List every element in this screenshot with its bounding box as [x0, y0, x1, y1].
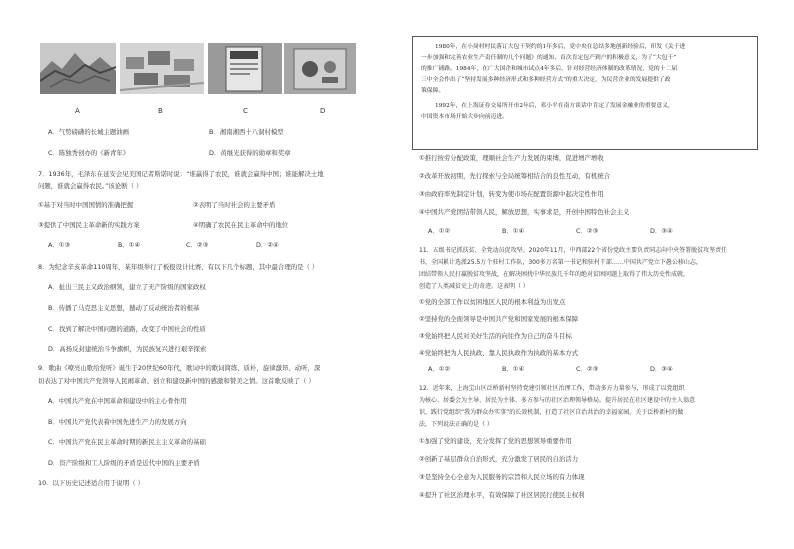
- q7-stem-line1: 7．1936年，毛泽东在延安会见美国记者斯诺时说：“谁赢得了农民，谁就会赢得中国；谁能解决土地: [38, 170, 324, 178]
- q11-item-1: ①党的全部工作以贫困地区人民的根本利益为出发点: [419, 298, 566, 306]
- q7-choice-a: A．①③: [48, 241, 71, 249]
- q8-option-d: D．高扬反封建统治斗争旗帜，为民族复兴进行艰辛探索: [48, 345, 207, 353]
- q11-item-3: ③党始终把人民对美好生活的向往作为自己的奋斗目标: [419, 332, 572, 340]
- q8-option-b: B．传播了马克思主义思想，撼动了反动统治者的根基: [48, 304, 200, 312]
- q10-item-1: ①推行按劳分配政策，理顺社会生产力发展的束缚，促进增产增收: [419, 154, 604, 162]
- q12-stem-line4: 法，下列说法正确的是（ ）: [419, 421, 493, 428]
- material-box: [412, 36, 758, 150]
- q7-item-4: ④明确了农民在民主革命中的地位: [193, 221, 289, 229]
- q6-option-d: D．黄继光获得的勋章和奖章: [209, 149, 291, 157]
- q12-stem-line3: 识，践行党组织“我为群众办实事”的长效机制，打造了社区自治共治的幸福家园。关于泛桥新村的做: [419, 409, 684, 416]
- material-para1-line1: 1980年，在小岗村村民落订大包干契约的1年多后，党中央在总结多地创新经验后，印发《关于进: [435, 44, 686, 50]
- q12-item-3: ③是坚持全心全意为人民服务的宗旨和人民立场的有力体现: [419, 473, 585, 481]
- q11-item-2: ②坚持党的全面领导是中国共产党和国家发展的根本保障: [419, 315, 579, 323]
- material-para2-line2: 中国资本市场开始大步向前迈进。: [421, 114, 508, 120]
- q8-option-a: A．扯出三民主义政治纲领，建立了无产阶级的国家政权: [48, 283, 206, 291]
- xiangxi-village-model-icon: [120, 43, 204, 94]
- q7-item-3: ③提供了中国民主革命新的实践方案: [38, 221, 140, 229]
- huang-xuguang-medal-icon: [284, 43, 356, 94]
- q9-option-a: A．中国共产党在中国革命和建设中的主心骨作用: [48, 397, 187, 405]
- image-label-b: B: [158, 107, 163, 115]
- image-label-d: D: [320, 107, 326, 115]
- q6-option-b: B．湘南湘西十八洞村模型: [209, 128, 284, 136]
- q11-choice-a: A．①②: [428, 365, 451, 373]
- material-para1-line4: 三中全会作出了“坚持发展多种经济形式和多种经营方式”的重大决定，为民营企业的发展提供了政: [421, 77, 671, 83]
- q8-option-c: C．找到了解决中国问题的道路，改变了中国社会的性质: [48, 325, 206, 333]
- q9-option-d: D．资产阶级和工人阶级的矛盾是近代中国的主要矛盾: [48, 459, 200, 467]
- q11-stem-line2: 书，全国累计选派25.5万个驻村工作队，300多万名第一书记和驻村干部……中国共产党立下愚公移山志，: [419, 259, 702, 266]
- q7-stem-line2: 问题，谁就会赢得农民。”该论断（ ）: [38, 182, 143, 190]
- q11-choice-c: C．②③: [576, 365, 599, 373]
- q10-stem: 10．以下历史记述适合用于说明（ ）: [38, 479, 145, 487]
- great-wall-painting-icon: [40, 43, 116, 94]
- q7-item-2: ②表明了当时社会的主要矛盾: [193, 201, 276, 209]
- q10-item-4: ④中国共产党团结带领人民，解放思想，实事求是，开创中国特色社会主义: [419, 208, 630, 216]
- q12-stem-line1: 12．近年来，上海宝山区泛桥新村坚持党建引领社区治理工作，带动多方力量参与，形成了以党组织: [419, 385, 685, 392]
- q9-option-c: C．中国共产党在民主革命时期的新民主主义革命的基础: [48, 438, 206, 446]
- q11-stem-line1: 11．五级书记抓扶贫、全党动员促攻坚。2020年11月，中西部22个省份党政主要负责同志向中央签署脱贫攻坚责任: [419, 247, 728, 254]
- q8-stem: 8．为纪念辛亥革命110周年，某年级举行了板报设计比赛，有以下几个标题，其中最合理的是（ ）: [38, 263, 319, 271]
- q6-option-c: C．陈独秀创办的《新青年》: [48, 149, 130, 157]
- q9-stem-line2: 切表达了对中国共产党领导人民闹革命、创立和建设新中国的感激和赞美之情。这首歌反映了（ ）: [38, 377, 315, 385]
- q11-choice-b: B．①④: [502, 365, 525, 373]
- q9-stem-line1: 9．歌曲《嘹亮山歌给党听》诞生于20世纪60年代，歌词中的歌词简练、质朴，旋律激昂、动听，深: [38, 364, 321, 372]
- q12-item-2: ②创新了基层群众自治形式，充分激发了居民的自治活力: [419, 455, 579, 463]
- q7-choice-c: C．②③: [186, 241, 209, 249]
- material-para1-line5: 策保障。: [421, 88, 445, 94]
- image-label-c: C: [243, 107, 248, 115]
- q10-item-3: ③由政府率先制定计划，转变为使市场在配置资源中起决定性作用: [419, 190, 604, 198]
- q9-option-b: B．中国共产党代表着中国先进生产力的发展方向: [48, 418, 187, 426]
- q7-item-1: ①基于对当时中国国情的准确把握: [38, 201, 134, 209]
- great-wall-painting-image: [40, 43, 116, 94]
- q7-choice-d: D．②④: [256, 241, 279, 249]
- q10-choice-c: C．②③: [576, 227, 599, 235]
- q12-item-4: ④提升了社区治理水平，有效保障了社区居民行使民主权利: [419, 491, 585, 499]
- village-model-image: [120, 43, 204, 94]
- material-para2-line1: 1992年，在上海证券交易所开市2年后，邓小平在南方谈话中肯定了发展金融业的重要意义，: [435, 103, 674, 109]
- q6-option-a: A．气势磅礴的长城主题油画: [48, 128, 130, 136]
- q10-choice-d: D．③④: [650, 227, 673, 235]
- q10-choice-b: B．①④: [502, 227, 525, 235]
- q7-choice-b: B．①④: [118, 241, 141, 249]
- material-para1-line2: 一步加强和完善农业生产责任制的几个问题》的通知，首次肯定包产到户的积极意义，为了“大包干”: [421, 55, 677, 61]
- q10-choice-a: A．①②: [428, 227, 451, 235]
- image-label-a: A: [75, 107, 80, 115]
- new-youth-magazine-icon: [208, 43, 282, 94]
- q11-choice-d: D．③④: [650, 365, 673, 373]
- q10-item-2: ②改革开放初期，先行探索与全局统筹相结合的良性互动，有机统合: [419, 172, 611, 180]
- material-para1-line3: 的推广铺路。1984年，在广大国企和城市试点4年多后，针对经营经济体制的改革情况，党的十二届: [421, 66, 678, 72]
- q12-item-1: ①加强了党的建设，充分发挥了党的思想领导重要作用: [419, 437, 572, 445]
- q11-stem-line3: 团结带领人民打赢脱贫攻坚战，在解决困扰中华民族几千年的绝对贫困问题上取得了伟大历史性成就，: [419, 271, 690, 278]
- q11-item-4: ④党始终把为人民执政、靠人民执政作为执政的基本方式: [419, 349, 579, 357]
- medal-image: [284, 43, 356, 94]
- q11-stem-line4: 创造了人类减贫史上的奇迹。这表明（ ）: [419, 283, 529, 290]
- new-youth-magazine-image: [208, 43, 282, 94]
- q12-stem-line2: 为核心、居委会为主导、居民为主体、多方参与的社区治理领导格局。提升居民在社区建设中的主人翁意: [419, 397, 696, 404]
